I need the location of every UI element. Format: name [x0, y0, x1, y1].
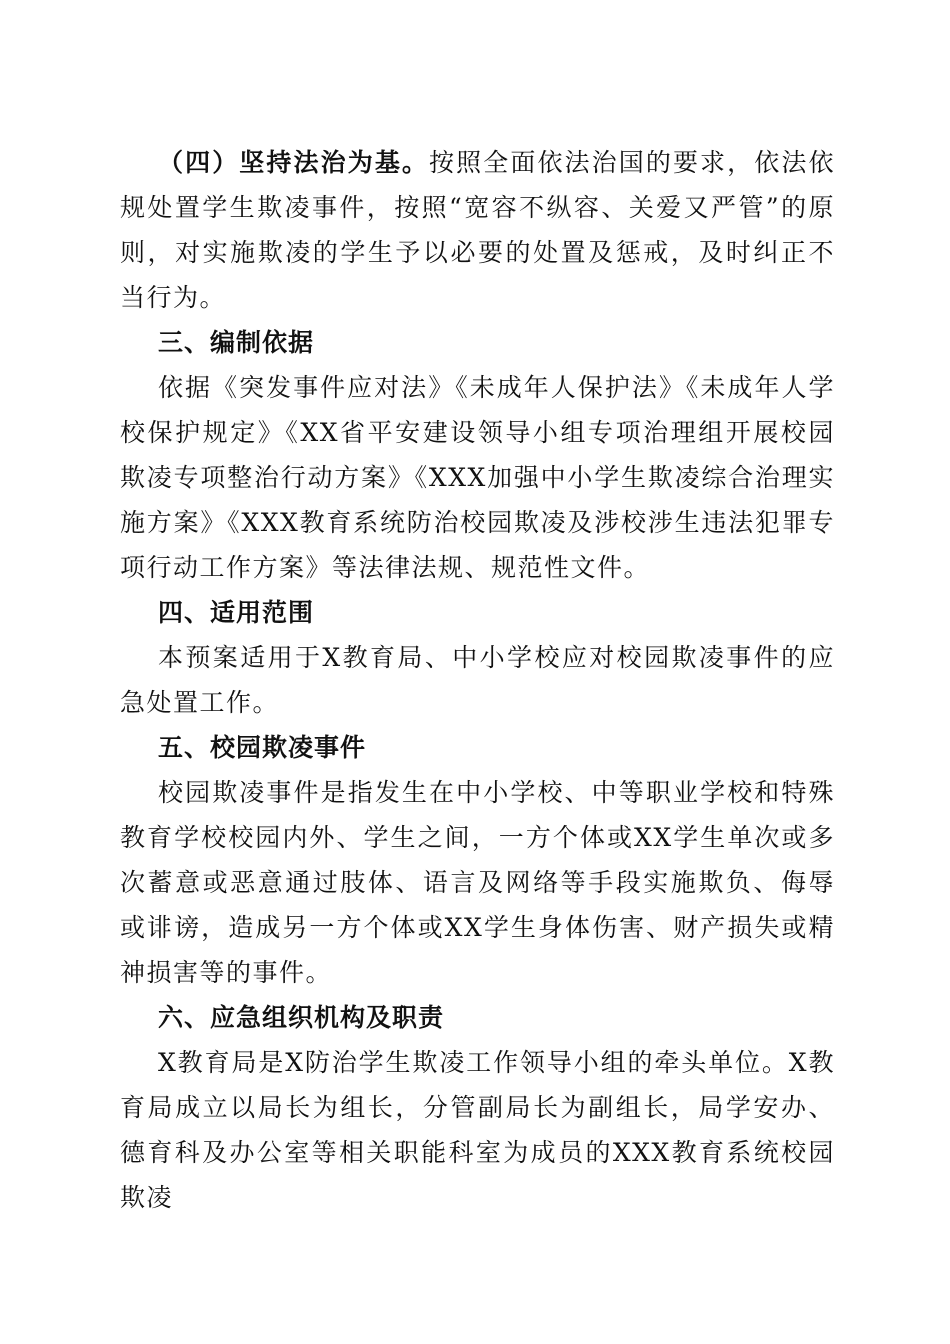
heading-compilation-basis: 三、编制依据 — [158, 328, 315, 357]
paragraph-scope: 本预案适用于X教育局、中小学校应对校园欺凌事件的应急处置工作。 — [120, 643, 835, 717]
section-four-lead: （四）坚持法治为基。 — [158, 148, 430, 177]
document-body — [120, 140, 835, 1220]
heading-emergency-organization: 六、应急组织机构及职责 — [158, 1003, 445, 1032]
paragraph-compilation-basis: 依据《突发事件应对法》《未成年人保护法》《未成年人学校保护规定》《XX省平安建设领导小组专项治理组开展校园欺凌专项整治行动方案》《XXX加强中小学生欺凌综合治理实施方案》《XXX教育系统防治校园欺凌及涉校涉生违法犯罪专项行动工作方案》等法律法规、规范性文件。 — [120, 373, 835, 582]
paragraph-emergency-organization: X教育局是X防治学生欺凌工作领导小组的牵头单位。X教育局成立以局长为组长，分管副局长为副组长，局学安办、德育科及办公室等相关职能科室为成员的XXX教育系统校园欺凌 — [120, 1048, 835, 1212]
paragraph-bullying-incident: 校园欺凌事件是指发生在中小学校、中等职业学校和特殊教育学校校园内外、学生之间，一方个体或XX学生单次或多次蓄意或恶意通过肢体、语言及网络等手段实施欺负、侮辱或诽谤，造成另一方个体或XX学生身体伤害、财产损失或精神损害等的事件。 — [120, 778, 835, 987]
heading-bullying-incident: 五、校园欺凌事件 — [158, 733, 367, 762]
heading-scope: 四、适用范围 — [158, 598, 315, 627]
section-four-paragraph — [120, 140, 835, 320]
section-four-body: 按照全面依法治国的要求，依法依规处置学生欺凌事件，按照“宽容不纵容、关爱又严管”的原则，对实施欺凌的学生予以必要的处置及惩戒，及时纠正不当行为。 — [120, 148, 835, 312]
